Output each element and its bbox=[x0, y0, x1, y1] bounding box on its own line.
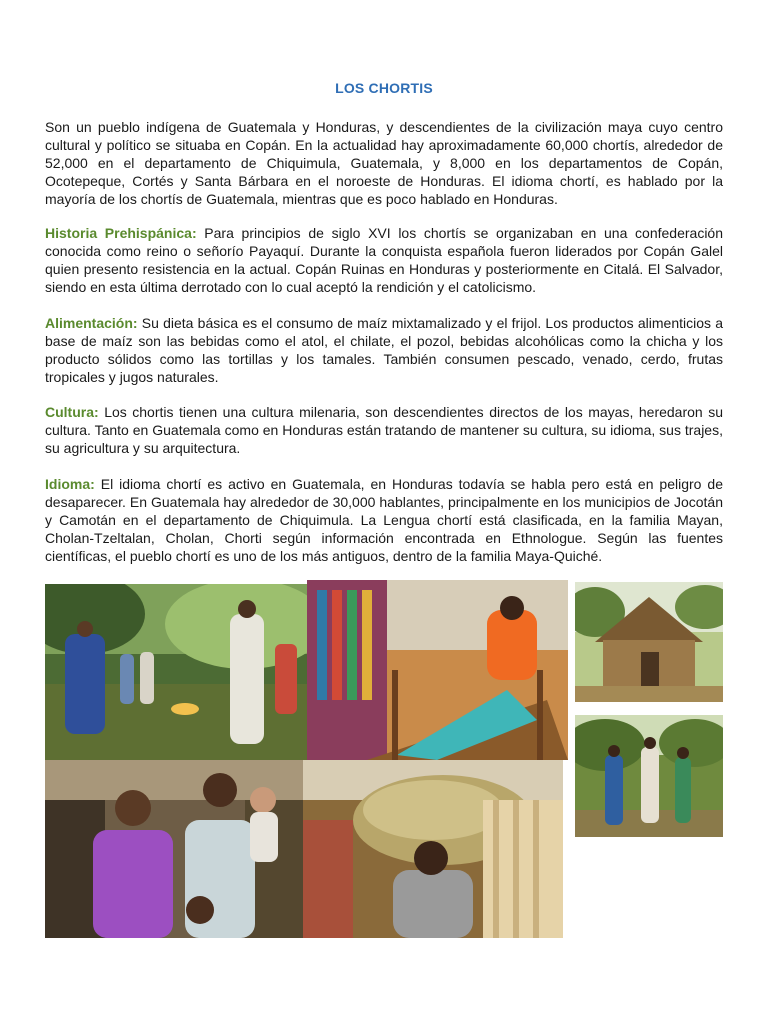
section-body: Los chortis tienen una cultura milenaria, son descendientes directos de los mayas, heredaron su cultura. Tanto en Guatemala como en Honduras están tratando de mantener su cultura, su idioma, sus trajes, su agricultura y su arquitectura. bbox=[45, 404, 723, 456]
page-title: LOS CHORTIS bbox=[335, 80, 433, 96]
photo-ceremony bbox=[45, 584, 307, 760]
photo-harvest bbox=[303, 760, 563, 938]
section-body: Su dieta básica es el consumo de maíz mixtamalizado y el frijol. Los productos alimenticios a base de maíz son las bebidas como el atol, el chilate, el pozol, bebidas alcohólicas como la chicha y los producto sólidos como las tortillas y los tamales. También consumen pescado, venado, cerdo, frutas tropicales y jugos naturales. bbox=[45, 315, 723, 385]
section-idioma bbox=[45, 475, 723, 565]
photo-weaving bbox=[307, 580, 568, 760]
section-cultura bbox=[45, 403, 723, 457]
section-heading: Alimentación: bbox=[45, 315, 138, 331]
photo-family-portrait bbox=[45, 760, 303, 938]
intro-paragraph: Son un pueblo indígena de Guatemala y Honduras, y descendientes de la civilización maya cuyo centro cultural y político se situaba en Copán. En la actualidad hay aproximadamente 60,000 chortís, alrededor de 52,000 en el departamento de Chiquimula, Guatemala, y 8,000 en los departamentos de Copán, Ocotepeque, Cortés y Santa Bárbara en el noroeste de Honduras. El idioma chortí, es hablado por la mayoría de los chortís de Guatemala, mientras que es poco hablado en Honduras. bbox=[45, 119, 723, 207]
photo-family-walking bbox=[575, 715, 723, 837]
section-heading: Idioma: bbox=[45, 476, 95, 492]
section-historia bbox=[45, 224, 723, 296]
section-body: El idioma chortí es activo en Guatemala, en Honduras todavía se habla pero está en peligro de desaparecer. En Guatemala hay alrededor de 30,000 hablantes, principalmente en los municipios de Jocotán y Camotán en el departamento de Chiquimula. La Lengua chortí está clasificada, en la familia Mayan, Cholan-Tzeltalan, Cholan, Chorti según información encontrada en Ethnologue. Según las fuentes científicas, el pueblo chortí es uno de los más antiguos, dentro de la familia Maya-Quiché. bbox=[45, 476, 723, 564]
section-heading: Cultura: bbox=[45, 404, 99, 420]
section-alimentacion bbox=[45, 314, 723, 386]
photo-hut bbox=[575, 582, 723, 702]
section-body: Para principios de siglo XVI los chortís se organizaban en una confederación conocida como reino o señorío Payaquí. Durante la conquista española fueron liderados por Copán Galel quien presento resistencia en la actual. Copán Ruinas en Honduras y posteriormente en Citalá. El Salvador, siendo en esta última derrotado con lo cual aceptó la rendición y el catolicismo. bbox=[45, 225, 723, 295]
section-heading: Historia Prehispánica: bbox=[45, 225, 197, 241]
